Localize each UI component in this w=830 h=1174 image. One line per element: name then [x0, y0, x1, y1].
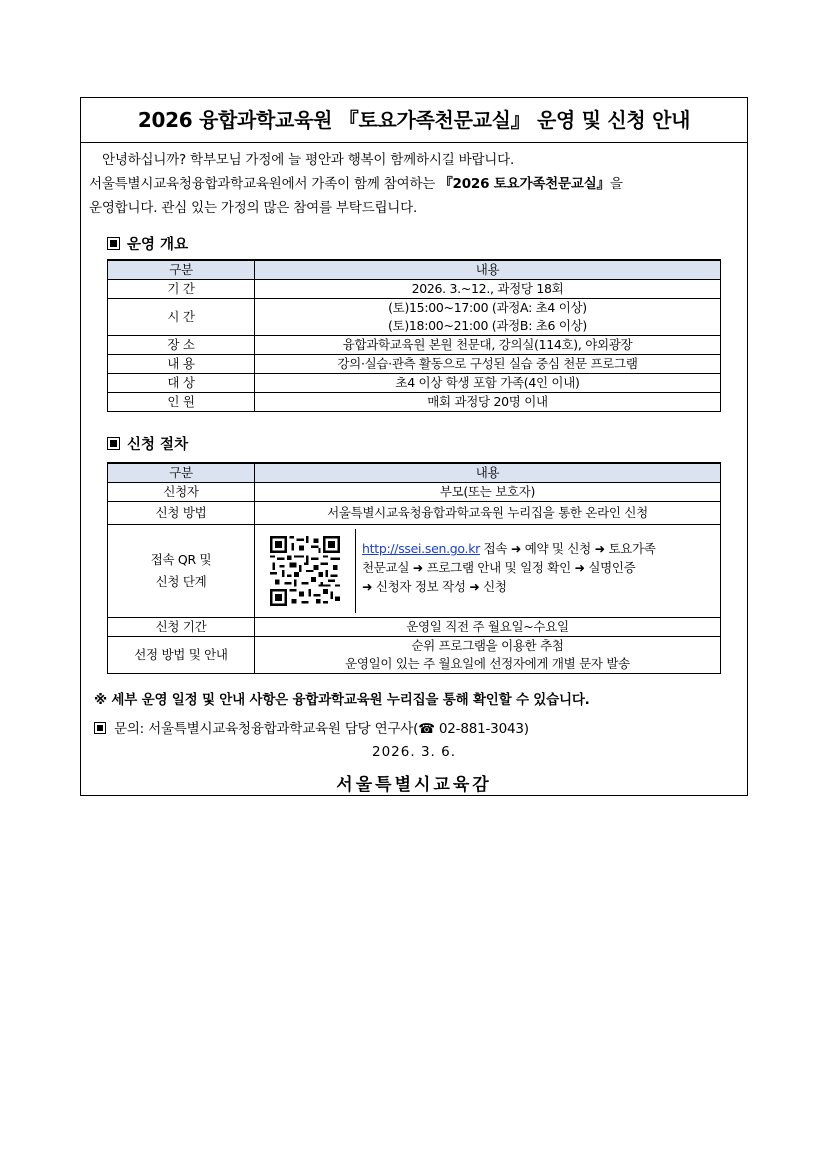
table-row: [108, 483, 721, 502]
row-value: 초4 이상 학생 포함 가족(4인 이내): [255, 374, 721, 393]
contact-info: [94, 717, 529, 737]
table-row: [108, 355, 721, 374]
row-label: 신청자: [108, 483, 255, 502]
row-label: 선정 방법 및 안내: [108, 637, 255, 674]
row-value: 2026. 3.~12., 과정당 18회: [255, 280, 721, 299]
detail-note: ※ 세부 운영 일정 및 안내 사항은 융합과학교육원 누리집을 통해 확인할 수 있습니다.: [94, 692, 590, 708]
overview-heading-text: 운영 개요: [127, 237, 189, 253]
row-value: 강의·실습·관측 활동으로 구성된 실습 중심 천문 프로그램: [255, 355, 721, 374]
issue-date: 2026. 3. 6.: [372, 744, 456, 760]
step-line-2: 천문교실 ➜ 프로그램 안내 및 일정 확인 ➜ 실명인증: [362, 560, 636, 575]
table-row: [108, 336, 721, 355]
qr-code-container: [255, 529, 356, 613]
header-content: 내용: [255, 463, 721, 483]
header-category: 구분: [108, 463, 255, 483]
intro-line-2-pre: 서울특별시교육청융합과학교육원에서 가족이 함께 참여하는: [89, 176, 440, 192]
table-header-row: [108, 463, 721, 483]
header-content: 내용: [255, 260, 721, 280]
intro-line-2-post: 을: [609, 176, 623, 192]
procedure-heading: [107, 433, 188, 454]
intro-paragraph: [89, 148, 739, 220]
access-label-1: 접속 QR 및: [150, 552, 212, 567]
table-row: [108, 637, 721, 674]
table-row: [108, 618, 721, 637]
row-label: 신청 기간: [108, 618, 255, 637]
contact-text: 문의: 서울특별시교육청융합과학교육원 담당 연구사(☎ 02-881-3043): [114, 721, 529, 737]
time-course-a: (토)15:00~17:00 (과정A: 초4 이상): [388, 300, 587, 315]
row-label: 장 소: [108, 336, 255, 355]
overview-heading: [107, 233, 188, 254]
intro-line-1: 안녕하십니까? 학부모님 가정에 늘 평안과 행복이 함께하시길 바랍니다.: [102, 152, 515, 168]
row-value: 융합과학교육원 본원 천문대, 강의실(114호), 야외광장: [255, 336, 721, 355]
row-value: 운영일 직전 주 월요일~수요일: [255, 618, 721, 637]
square-bullet-icon: [107, 237, 120, 250]
access-content: [255, 529, 720, 613]
access-steps: [356, 529, 720, 613]
step-line-3: ➜ 신청자 정보 작성 ➜ 신청: [362, 579, 507, 594]
table-row: [108, 525, 721, 618]
square-bullet-icon: [107, 437, 120, 450]
table-row: [108, 502, 721, 525]
access-label-2: 신청 단계: [155, 574, 207, 589]
row-label: 신청 방법: [108, 502, 255, 525]
table-row: [108, 299, 721, 336]
row-label: 내 용: [108, 355, 255, 374]
table-row: [108, 280, 721, 299]
selection-notice: 운영일이 있는 주 월요일에 선정자에게 개별 문자 발송: [345, 656, 630, 671]
square-bullet-icon: [94, 722, 106, 734]
row-label: 기 간: [108, 280, 255, 299]
time-course-b: (토)18:00~21:00 (과정B: 초6 이상): [387, 318, 588, 333]
row-label: 대 상: [108, 374, 255, 393]
row-value: [255, 299, 721, 336]
table-row: [108, 393, 721, 412]
selection-method: 순위 프로그램을 이용한 추첨: [411, 638, 564, 653]
row-value: [255, 637, 721, 674]
procedure-heading-text: 신청 절차: [127, 437, 189, 453]
row-label: 인 원: [108, 393, 255, 412]
row-value: 매회 과정당 20명 이내: [255, 393, 721, 412]
row-label: [108, 525, 255, 618]
notice-frame: [80, 97, 748, 796]
signature: 서울특별시교육감: [336, 775, 492, 795]
row-value: [255, 525, 721, 618]
intro-line-2: [89, 172, 739, 196]
procedure-table: [107, 462, 721, 674]
overview-table: [107, 259, 721, 412]
row-label: 시 간: [108, 299, 255, 336]
row-value: 서울특별시교육청융합과학교육원 누리집을 통한 온라인 신청: [255, 502, 721, 525]
table-header-row: [108, 260, 721, 280]
row-value: 부모(또는 보호자): [255, 483, 721, 502]
header-category: 구분: [108, 260, 255, 280]
qr-code-icon[interactable]: [270, 536, 340, 606]
website-link[interactable]: http://ssei.sen.go.kr: [362, 541, 480, 556]
intro-line-3: 운영합니다. 관심 있는 가정의 많은 참여를 부탁드립니다.: [89, 200, 418, 216]
program-name: 『2026 토요가족천문교실』: [439, 176, 610, 192]
page-title: 2026 융합과학교육원 『토요가족천문교실』 운영 및 신청 안내: [81, 98, 747, 143]
table-row: [108, 374, 721, 393]
step-line-1: 접속 ➜ 예약 및 신청 ➜ 토요가족: [479, 541, 656, 556]
